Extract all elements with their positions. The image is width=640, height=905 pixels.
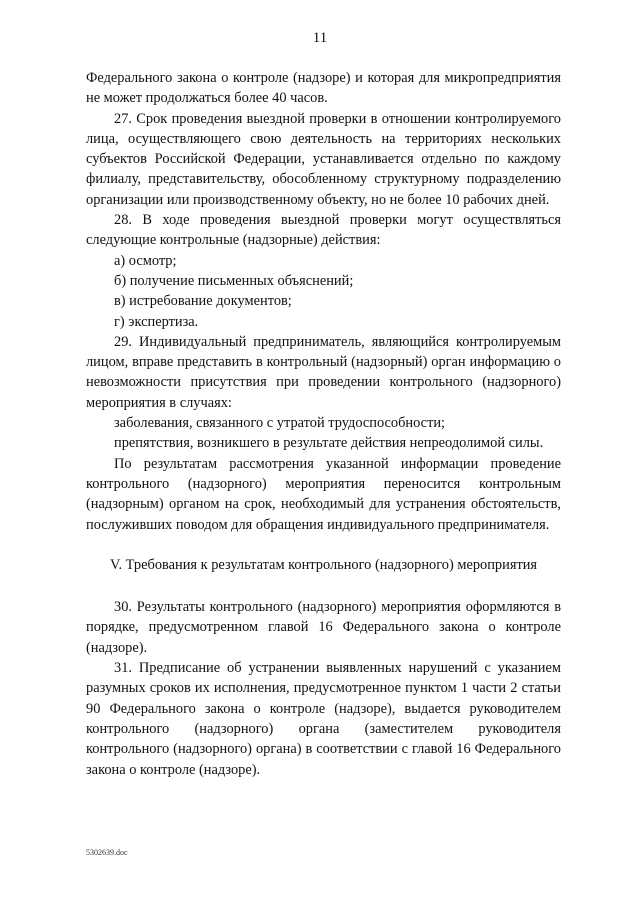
paragraph-item-30: 30. Результаты контрольного (надзорного) мероприятия оформляются в порядке, предусмотренном главой 16 Федерального закона о контроле (надзоре).	[86, 599, 561, 656]
list-item-g: г) экспертиза.	[114, 313, 199, 330]
file-name-footer: 5302639.doc	[86, 848, 128, 857]
list-item-v: в) истребование документов;	[114, 293, 292, 310]
paragraph-case-illness: заболевания, связанного с утратой трудоспособности;	[114, 415, 446, 432]
paragraph-item-29: 29. Индивидуальный предприниматель, являющийся контролируемым лицом, вправе представить в контрольный (надзорный) орган информацию о невозможности присутствия при проведении контрольного (надзорного) мероприятия в случаях:	[86, 333, 561, 411]
document-body	[86, 68, 561, 780]
paragraph-postponement: По результатам рассмотрения указанной информации проведение контрольного (надзорного) мероприятия переносится контрольным (надзорным) органом на срок, необходимый для устранения обстоятельств, послуживших поводом для обращения индивидуального предпринимателя.	[86, 455, 561, 533]
paragraph-case-force-majeure: препятствия, возникшего в результате действия непреодолимой силы.	[114, 435, 544, 452]
paragraph-item-31: 31. Предписание об устранении выявленных нарушений с указанием разумных сроков их исполнения, предусмотренное пунктом 1 части 2 статьи 90 Федерального закона о контроле (надзоре), выдается руководителем контрольного (надзорного) органа (заместителем руководителя контрольного (надзорного) органа) в соответствии с главой 16 Федерального закона о контроле (надзоре).	[86, 660, 561, 778]
paragraph-item-27: 27. Срок проведения выездной проверки в отношении контролируемого лица, осуществляющего свою деятельность на территориях нескольких субъектов Российской Федерации, устанавливается отдельно по каждому филиалу, представительству, обособленному структурному подразделению организации или производственному объекту, но не более 10 рабочих дней.	[86, 110, 561, 208]
list-item-a: а) осмотр;	[114, 252, 177, 269]
section-heading: V. Требования к результатам контрольного (надзорного) мероприятия	[109, 556, 538, 573]
paragraph-item-28: 28. В ходе проведения выездной проверки могут осуществляться следующие контрольные (надзорные) действия:	[86, 212, 561, 249]
list-item-b: б) получение письменных объяснений;	[114, 272, 354, 289]
page-number: 11	[312, 30, 328, 46]
paragraph-continuation: Федерального закона о контроле (надзоре) и которая для микропредприятия не может продолжаться более 40 часов.	[86, 70, 561, 107]
